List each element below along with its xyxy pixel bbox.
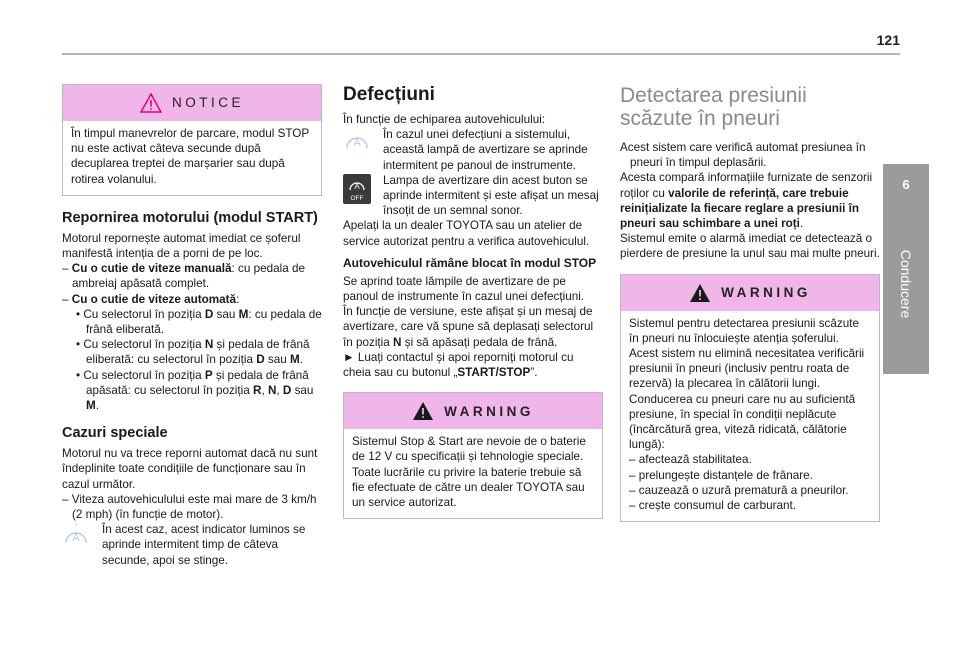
tpms-effect-3: – cauzează o uzură prematură a pneurilor.: [629, 483, 849, 497]
fault-button-text: Lampa de avertizare din acest buton se aprinde intermitent și este afișat un mesaj însoțit de un semnal sonor.: [383, 173, 599, 218]
warning-text: Sistemul Stop & Start are nevoie de o baterie de 12 V cu specificații și tehnologie speciale. Toate lucrările cu privire la baterie trebuie să fie efectuate de către un dealer TOYOTA sau un service autorizat.: [352, 435, 586, 510]
chapter-label: Conducere: [898, 249, 914, 319]
fault-button-note: [343, 173, 603, 219]
notice-header: [63, 85, 321, 121]
warning-triangle-icon: [412, 401, 434, 421]
faults-heading: Defecțiuni: [343, 84, 435, 105]
notice-label: NOTICE: [171, 95, 244, 111]
fault-indicator-note: [343, 127, 603, 173]
warning-triangle-icon: [689, 283, 711, 303]
special-indicator-text: În acest caz, acest indicator luminos se aprinde intermitent timp de câteva secunde, apoi se stinge.: [102, 523, 306, 567]
stop-mode-text-3: ► Luați contactul și apoi reporniți motorul cu cheia sau cu butonul „START/STOP”.: [343, 350, 574, 380]
warning-box-battery: [343, 392, 603, 519]
dealer-text: Apelați la un dealer TOYOTA sau un atelier de service autorizat pentru a verifica autovehiculul.: [343, 219, 590, 248]
special-cases-dash: – Viteza autovehiculului este mai mare de 3 km/h (2 mph) (în funcție de motor).: [62, 492, 317, 522]
auto-bullet-1: • Cu selectorul în poziția D sau M: cu pedala de frână eliberată.: [76, 307, 322, 337]
stop-mode-heading: Autovehiculul rămâne blocat în modul STOP: [343, 255, 597, 270]
faults-intro: În funcție de echiparea autovehiculului:: [343, 113, 546, 126]
auto-bullet-2: • Cu selectorul în poziția N și pedala de frână eliberată: cu selectorul în poziția D sau M.: [76, 338, 310, 367]
chapter-number: 6: [902, 177, 910, 192]
tpms-heading: Detectarea presiunii scăzute în pneuri: [620, 84, 807, 130]
warning-header: [344, 393, 602, 429]
stop-start-off-button-icon: [343, 174, 371, 204]
page-number: 121: [876, 32, 900, 48]
svg-text:A: A: [354, 181, 360, 191]
notice-box: [62, 84, 322, 196]
stop-mode-text-2: În funcție de versiune, este afișat și un mesaj de avertizare, care vă spune să deplasați selectorul în poziția N și să apăsați pedala de frână.: [343, 305, 594, 349]
warning-label: WARNING: [721, 285, 811, 301]
tpms-text-3: Sistemul emite o alarmă imediat ce detectează o pierdere de presiune la unul sau mai multe pneuri.: [620, 232, 880, 261]
warning-header: [621, 275, 879, 311]
column-3: [620, 84, 880, 536]
warning-box-tpms: [620, 274, 880, 523]
chapter-tab: [883, 164, 929, 374]
special-cases-text: Motorul nu va trece reporni automat dacă nu sunt îndeplinite toate condițiile de funcționare sau în cazul următor.: [62, 447, 318, 491]
tpms-warning-3: Conducerea cu pneuri care nu au suficientă presiune, în special în condiții neplăcute (încărcătură grea, viteză ridicată, călătorie lungă):: [629, 392, 856, 452]
notice-text: În timpul manevrelor de parcare, modul STOP nu este activat câteva secunde după decuplarea treptei de marșarier sau după rotirea volanului.: [71, 127, 309, 186]
svg-text:A: A: [353, 137, 361, 150]
tpms-effect-2: – prelungește distanțele de frânare.: [629, 468, 813, 482]
tpms-text-2: Acesta compară informațiile furnizate de senzorii roților cu valorile de referință, care trebuie reinițializate la fiecare reglare a presiunii în pneuri sau schimbare a unei roți.: [620, 171, 873, 231]
stop-mode-text-1: Se aprind toate lămpile de avertizare de pe panoul de instrumente în cazul unei defecțiuni.: [343, 274, 585, 304]
tpms-warning-2: Acest sistem nu elimină necesitatea verificării presiunii în pneuri (inclusiv pentru roata de rezervă) la plecarea în călătorii lungi.: [629, 347, 865, 391]
special-cases-heading: Cazuri speciale: [62, 425, 168, 442]
tpms-warning-1: Sistemul pentru detectarea presiunii scăzute în pneuri nu înlocuiește atenția șoferului.: [629, 316, 859, 345]
auto-bullet-3: • Cu selectorul în poziția P și pedala de frână apăsată: cu selectorul în poziția R, N, D sau M.: [76, 368, 314, 413]
top-rule: [62, 53, 900, 55]
auto-gearbox-item: – Cu o cutie de viteze automată:: [62, 292, 240, 306]
column-2: [343, 84, 603, 533]
restart-heading: Repornirea motorului (modul START): [62, 209, 318, 226]
special-indicator-note: [62, 522, 322, 568]
caution-triangle-icon: [140, 93, 162, 113]
stop-start-warning-lamp-icon: [343, 128, 371, 152]
tpms-effect-4: – crește consumul de carburant.: [629, 499, 796, 513]
tpms-text-1: Acest sistem care verifică automat presiunea în pneuri în timpul deplasării.: [620, 141, 866, 170]
warning-label: WARNING: [444, 403, 534, 419]
svg-text:A: A: [72, 532, 80, 545]
svg-text:OFF: OFF: [350, 194, 364, 202]
column-1: [62, 84, 322, 568]
tpms-effect-1: – afectează stabilitatea.: [629, 453, 752, 467]
stop-start-indicator-icon: [62, 523, 90, 547]
restart-intro: Motorul repornește automat imediat ce șoferul manifestă intenția de a porni de pe loc.: [62, 231, 301, 261]
manual-gearbox-item: – Cu o cutie de viteze manuală: cu pedala de ambreiaj apăsată complet.: [62, 262, 305, 291]
fault-indicator-text: În cazul unei defecțiuni a sistemului, această lampă de avertizare se aprinde intermitent pe panoul de instrumente.: [383, 128, 588, 172]
